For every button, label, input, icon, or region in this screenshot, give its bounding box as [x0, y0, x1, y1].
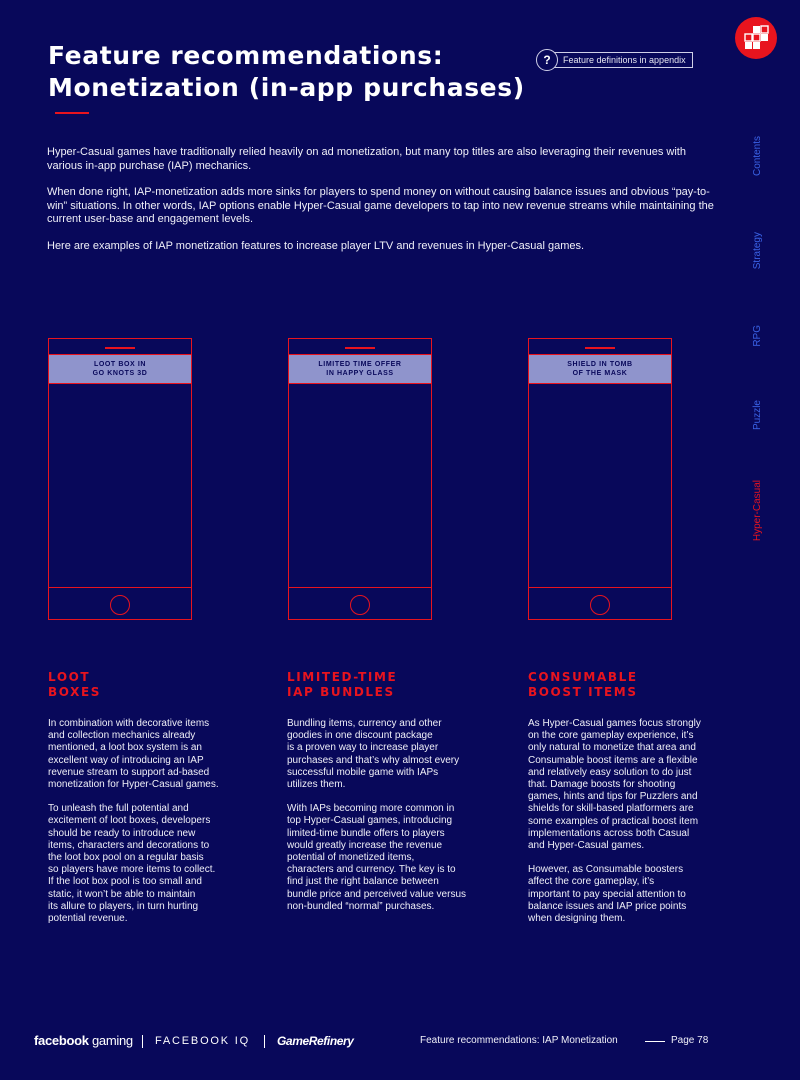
gamerefinery-logo-icon: [735, 17, 777, 59]
phone-screen-edge: [49, 587, 191, 588]
section-heading-consumable-boosts: CONSUMABLE BOOST ITEMS: [528, 670, 638, 699]
body-paragraph: However, as Consumable boosters affect the core gameplay, it’s important to pay special attention to balance issues and IAP price points when designing them.: [528, 864, 687, 925]
brand-facebook: facebook: [34, 1033, 89, 1048]
body-paragraph: To unleash the full potential and excitement of loot boxes, developers should be ready to introduce new items, characters and decorations to the loot box pool on a regular basis so players have more items to collect. If the loot box pool is too small and static, it won’t be able to maintain its allure to players, in turn hurting potential revenue.: [48, 803, 216, 925]
facebook-iq-logo: FACEBOOK IQ: [155, 1035, 250, 1047]
phone-home-button-icon: [110, 595, 130, 615]
brand-gaming: gaming: [88, 1033, 133, 1048]
phone-mockup-loot-box: [48, 338, 192, 620]
column-body-loot-boxes: [48, 718, 246, 937]
question-circle-icon: ?: [536, 49, 558, 71]
appendix-label: Feature definitions in appendix: [554, 52, 693, 68]
intro-paragraph: Here are examples of IAP monetization features to increase player LTV and revenues in Hyper-Casual games.: [47, 239, 585, 252]
facebook-gaming-logo: [34, 1033, 133, 1048]
page-number: Page 78: [671, 1035, 709, 1046]
side-nav-contents[interactable]: Contents: [752, 136, 763, 177]
footer-rule: [645, 1041, 665, 1042]
page-title: [48, 40, 525, 104]
column-body-consumable-boosts: [528, 718, 726, 937]
phone-label: SHIELD IN TOMB OF THE MASK: [529, 354, 671, 384]
title-line-2: Monetization (in-app purchases): [48, 73, 525, 102]
phone-label: LOOT BOX IN GO KNOTS 3D: [49, 354, 191, 384]
column-body-limited-time-bundles: [287, 718, 485, 925]
phone-speaker: [585, 347, 615, 349]
title-line-1: Feature recommendations:: [48, 41, 444, 70]
page-footer: [34, 1032, 800, 1052]
intro-text: [47, 146, 717, 266]
side-nav-puzzle[interactable]: Puzzle: [752, 400, 763, 431]
phone-mockup-limited-offer: [288, 338, 432, 620]
phone-screen-edge: [529, 587, 671, 588]
phone-home-button-icon: [350, 595, 370, 615]
title-underline: [55, 112, 89, 114]
section-heading-limited-time-bundles: LIMITED-TIME IAP BUNDLES: [287, 670, 398, 699]
section-heading-loot-boxes: LOOT BOXES: [48, 670, 102, 699]
appendix-link[interactable]: [536, 50, 693, 70]
phone-speaker: [345, 347, 375, 349]
phone-speaker: [105, 347, 135, 349]
intro-paragraph: When done right, IAP-monetization adds more sinks for players to spend money on without causing balance issues and obvious “pay-to-win” situations. In other words, IAP options enable Hyper-Casual game developers to tap into new revenue streams while maintaining the current user-base and engagement levels.: [47, 186, 714, 225]
side-nav-hyper-casual[interactable]: Hyper-Casual: [752, 480, 763, 542]
side-nav: [752, 130, 774, 560]
phone-mockup-shield: [528, 338, 672, 620]
body-paragraph: With IAPs becoming more common in top Hyper-Casual games, introducing limited-time bundle offers to players would greatly increase the revenue potential of monetized items, characters and currency. The key is to find just the right balance between bundle price and perceived value versus non-bundled “normal” purchases.: [287, 803, 466, 912]
footer-divider: [142, 1035, 143, 1048]
intro-paragraph: Hyper-Casual games have traditionally relied heavily on ad monetization, but many top titles are also leveraging their revenues with various in-app purchase (IAP) mechanics.: [47, 146, 686, 172]
side-nav-rpg[interactable]: RPG: [752, 325, 763, 347]
body-paragraph: As Hyper-Casual games focus strongly on the core gameplay experience, it’s only natural to monetize that area and Consumable boost items are a flexible and relatively easy solution to do just that. Damage boosts for shooting games, hints and tips for Puzzlers and shields for skill-based platformers are some examples of practical boost item implementations across both Casual and Hyper-Casual games.: [528, 718, 701, 852]
footer-caption: Feature recommendations: IAP Monetization: [420, 1035, 618, 1046]
footer-divider: [264, 1035, 265, 1048]
body-paragraph: In combination with decorative items and collection mechanics already mentioned, a loot box system is an excellent way of introducing an IAP revenue stream to support ad-based monetization for Hyper-Casual games.: [48, 718, 219, 791]
phone-home-button-icon: [590, 595, 610, 615]
body-paragraph: Bundling items, currency and other goodies in one discount package is a proven way to increase player purchases and that’s why almost every successful mobile game with IAPs utilizes them.: [287, 718, 460, 791]
phone-screen-edge: [289, 587, 431, 588]
phone-label: LIMITED TIME OFFER IN HAPPY GLASS: [289, 354, 431, 384]
side-nav-strategy[interactable]: Strategy: [752, 232, 763, 270]
gamerefinery-wordmark: GameRefinery: [277, 1034, 354, 1048]
